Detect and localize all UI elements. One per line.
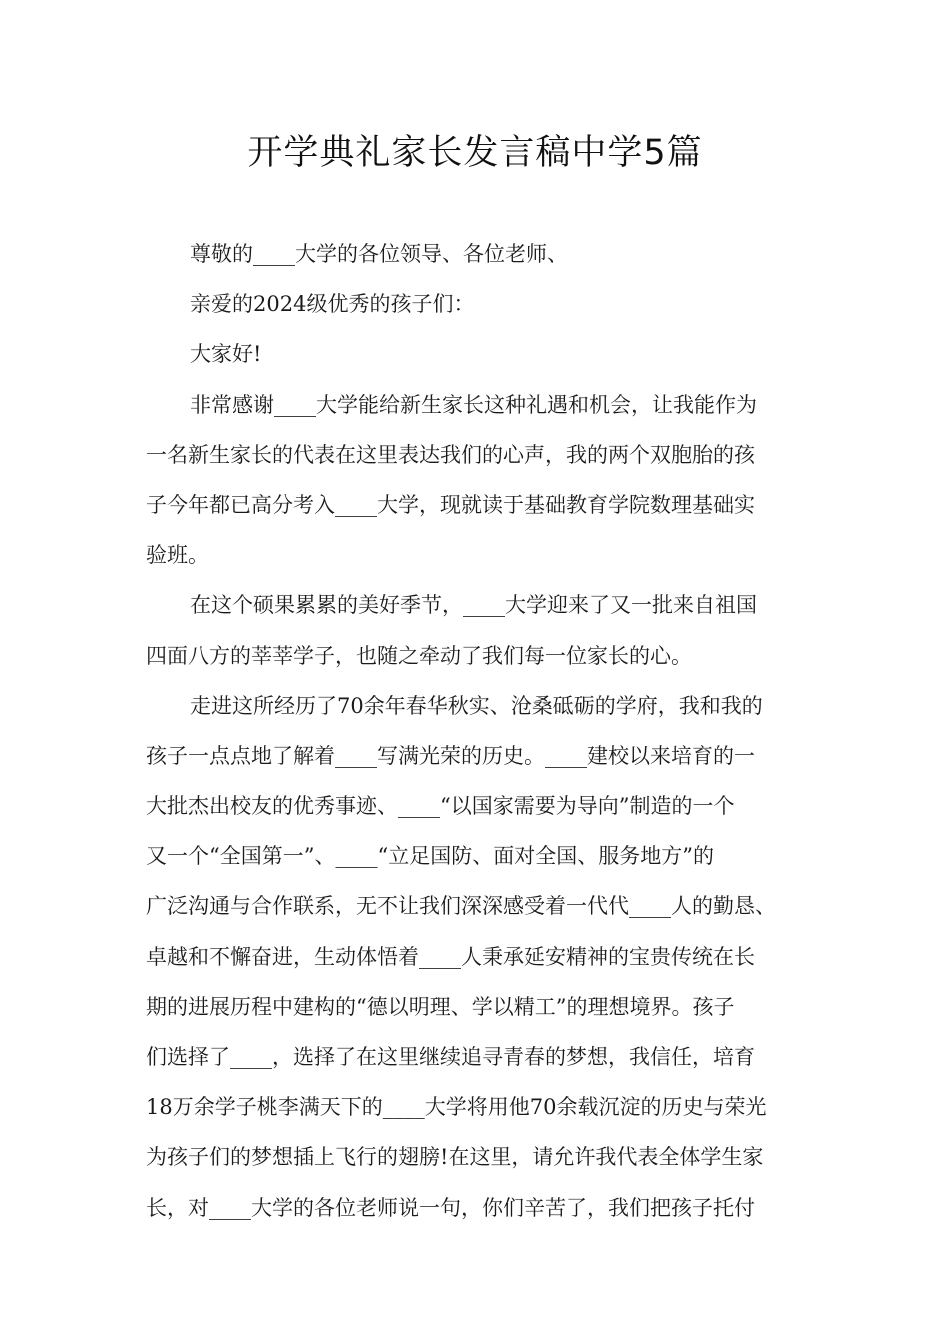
- paragraph-line: 18万余学子桃李满天下的____大学将用他70余载沉淀的历史与荣光: [146, 1095, 767, 1120]
- paragraph-line: 大批杰出校友的优秀事迹、____“以国家需要为导向”制造的一个: [146, 794, 735, 819]
- paragraph-line: 广泛沟通与合作联系，无不让我们深深感受着一代代____人的勤恳、: [146, 894, 776, 919]
- document-title: 开学典礼家长发言稿中学5篇: [247, 133, 703, 173]
- greeting-line: 大家好!: [190, 342, 262, 367]
- paragraph-line: 长，对____大学的各位老师说一句，你们辛苦了，我们把孩子托付: [146, 1195, 755, 1220]
- paragraph-line: 孩子一点点地了解着____写满光荣的历史。____建校以来培育的一: [146, 743, 755, 768]
- paragraph-line: 走进这所经历了70余年春华秋实、沧桑砥砺的学府，我和我的: [190, 693, 763, 718]
- paragraph-line: 为孩子们的梦想插上飞行的翅膀!在这里，请允许我代表全体学生家: [146, 1145, 764, 1170]
- salutation-line: 亲爱的2024级优秀的孩子们：: [190, 292, 475, 317]
- paragraph-line: 卓越和不懈奋进，生动体悟着____人秉承延安精神的宝贵传统在长: [146, 944, 755, 969]
- paragraph-line: 在这个硕果累累的美好季节，____大学迎来了又一批来自祖国: [190, 593, 757, 618]
- document-body: [146, 229, 811, 1233]
- paragraph-line: 们选择了____，选择了在这里继续追寻青春的梦想，我信任，培育: [146, 1045, 755, 1069]
- paragraph-line: 四面八方的莘莘学子，也随之牵动了我们每一位家长的心。: [146, 643, 692, 668]
- paragraph-line: 验班。: [146, 543, 209, 568]
- paragraph-line: 一名新生家长的代表在这里表达我们的心声，我的两个双胞胎的孩: [146, 442, 755, 467]
- salutation-line: 尊敬的____大学的各位领导、各位老师、: [190, 242, 568, 266]
- paragraph-line: 又一个“全国第一”、____“立足国防、面对全国、服务地方”的: [146, 844, 714, 869]
- paragraph-line: 期的进展历程中建构的“德以明理、学以精工”的理想境界。孩子: [146, 994, 735, 1019]
- paragraph-line: 子今年都已高分考入____大学，现就读于基础教育学院数理基础实: [146, 492, 755, 517]
- paragraph-line: 非常感谢____大学能给新生家长这种礼遇和机会，让我能作为: [190, 392, 757, 417]
